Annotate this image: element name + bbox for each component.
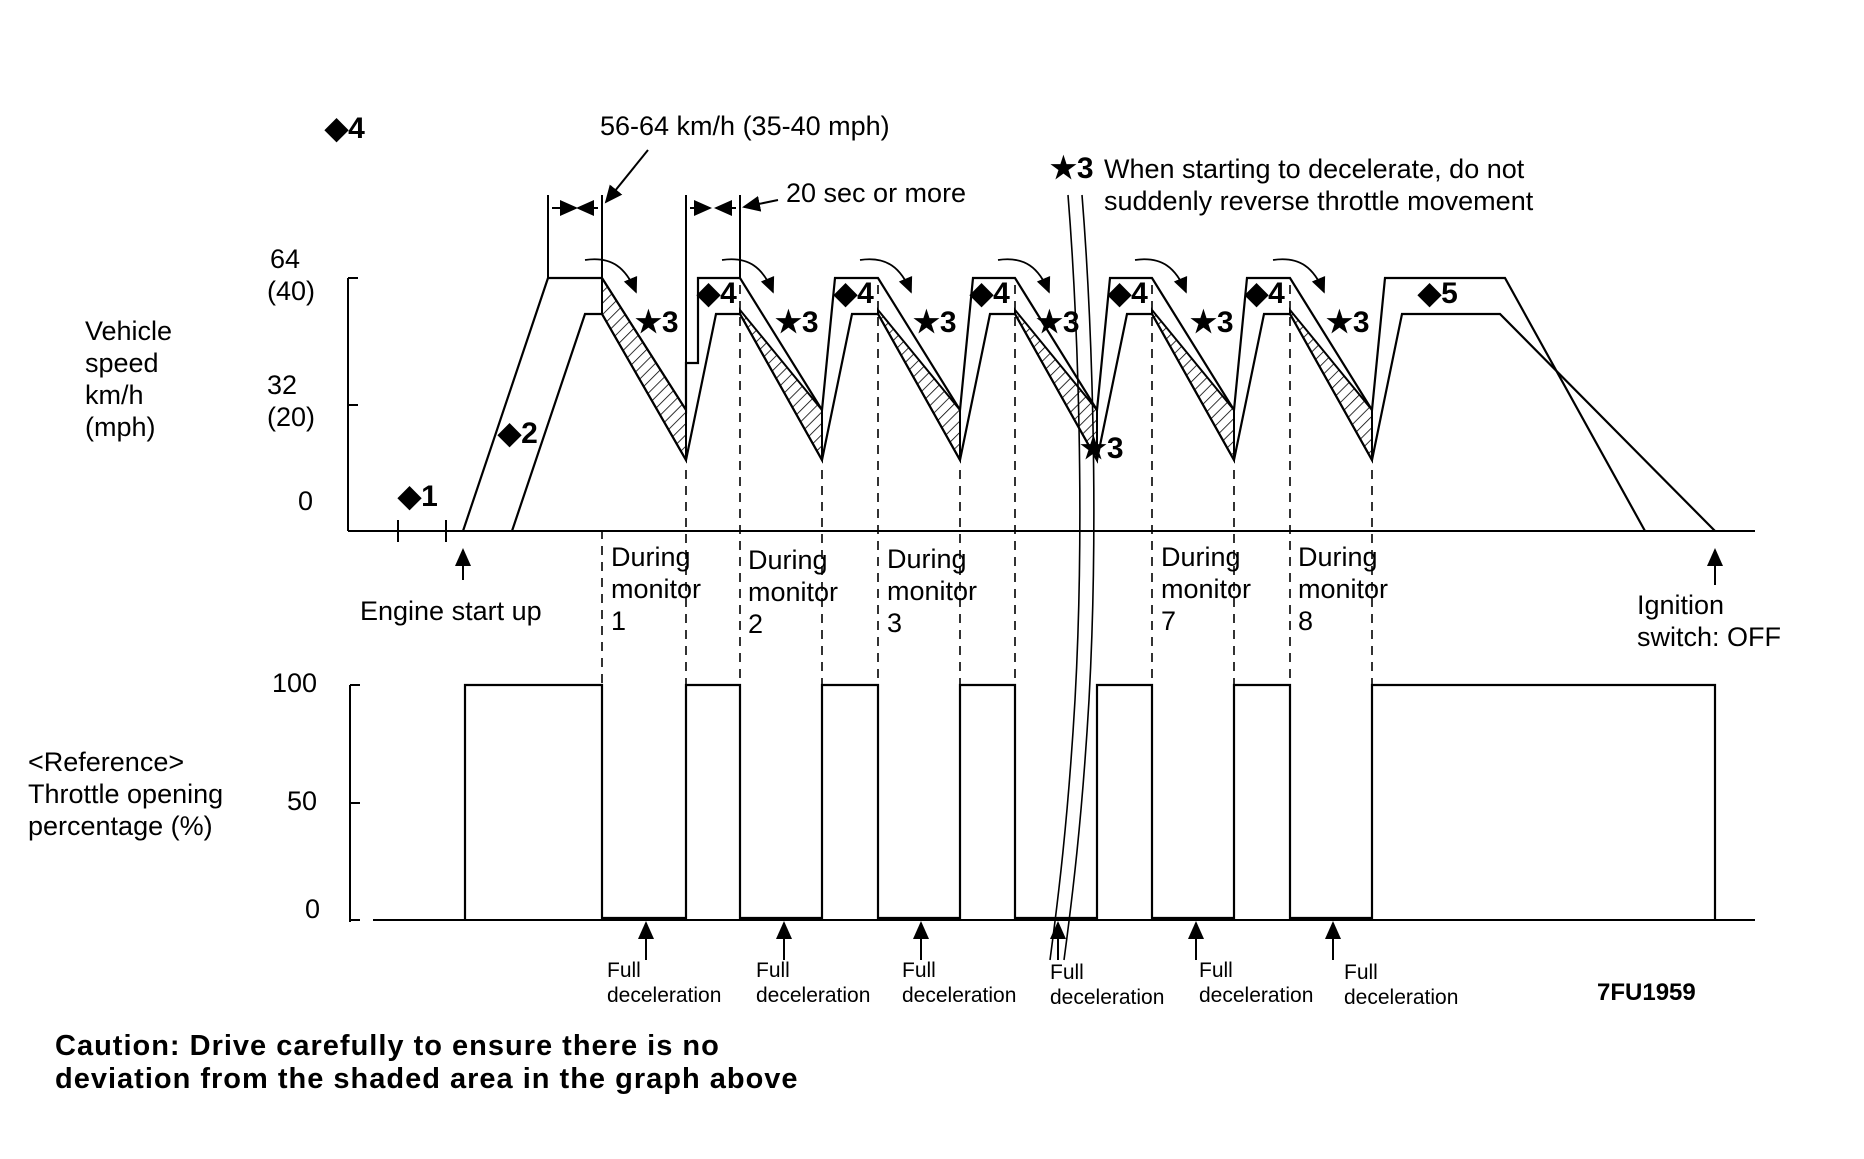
marker-4: ◆4 [834,277,874,310]
note-marker: ★3 [1050,152,1094,185]
throttle-axis-title: <Reference> Throttle opening percentage (%) [28,747,224,841]
ignition-off-label: Ignition switch: OFF [1637,590,1782,652]
engine-start-label: Engine start up [360,596,542,626]
marker-2: ◆2 [498,417,538,450]
monitor-label-3: During monitor 3 [887,544,978,638]
monitor-guides [602,285,1372,685]
caution-note [55,1030,855,1096]
marker-1: ◆1 [398,480,438,513]
marker-star-3: ★3 [775,306,819,339]
throttle-axis [350,685,1755,922]
speed-axis-title: Vehicle speed km/h (mph) [85,316,173,442]
marker-4-title: ◆4 [325,112,365,145]
marker-star-3: ★3 [1036,306,1080,339]
full-decel-arrows [646,923,1333,960]
marker-star-3: ★3 [1190,306,1234,339]
full-decel-label-2: Full deceleration [756,959,871,1007]
marker-5: ◆5 [1418,277,1458,310]
caution-line-2: deviation from the shaded area in the graph above [55,1063,799,1095]
throttle-tick-100: 100 [272,668,318,698]
marker-star-3: ★3 [1326,306,1370,339]
speed-tick-64: 64 (40) [267,244,316,306]
idle-span [398,520,446,542]
figure-id: 7FU1959 [1597,979,1696,1006]
speed-tick-32: 32 (20) [267,370,316,432]
full-decel-label-4: Full deceleration [1050,961,1165,1009]
full-decel-label-5: Full deceleration [1199,959,1314,1007]
range-label: 56-64 km/h (35-40 mph) [600,111,890,141]
throttle-tick-0: 0 [305,894,321,924]
decel-star-markers [635,306,1370,465]
caution-line-1: Caution: Drive carefully to ensure there is no [55,1030,720,1062]
speed-tick-0: 0 [298,486,314,516]
marker-star-3: ★3 [635,306,679,339]
note-text: When starting to decelerate, do not suddenly reverse throttle movement [1104,154,1534,216]
decel-arrows [585,259,1324,292]
monitor-label-7: During monitor 7 [1161,542,1252,636]
marker-4: ◆4 [697,277,737,310]
full-decel-label-3: Full deceleration [902,959,1017,1007]
marker-4: ◆4 [1108,277,1148,310]
hold-label: 20 sec or more [786,178,967,208]
speed-lower-trace [512,314,1715,531]
throttle-trace [465,685,1715,920]
marker-star-3: ★3 [913,306,957,339]
monitor-label-2: During monitor 2 [748,545,839,639]
marker-star-3-break: ★3 [1080,432,1124,465]
monitor-label-8: During monitor 8 [1298,542,1389,636]
full-decel-label-6: Full deceleration [1344,961,1459,1009]
marker-4: ◆4 [970,277,1010,310]
full-decel-label-1: Full deceleration [607,959,722,1007]
marker-4: ◆4 [1245,277,1285,310]
throttle-tick-50: 50 [287,786,318,816]
monitor-label-1: During monitor 1 [611,542,702,636]
